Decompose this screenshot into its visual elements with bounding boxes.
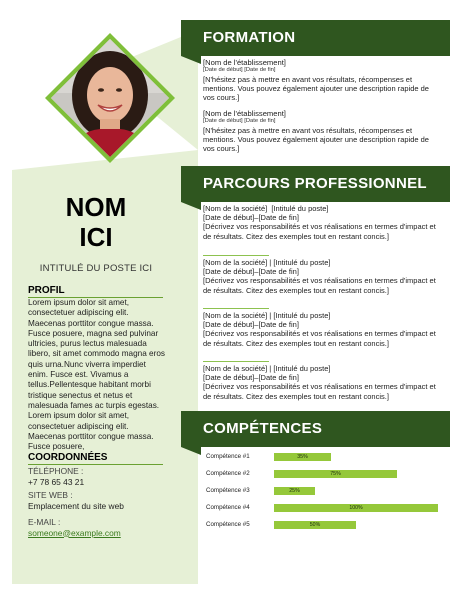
school-name: [Nom de l'établissement] — [203, 109, 286, 118]
name-line-1: NOM — [65, 192, 127, 222]
email-link[interactable]: someone@example.com — [28, 527, 121, 538]
skill-track — [274, 453, 462, 461]
job-dates: [Date de début]–[Date de fin] — [203, 373, 299, 383]
job-entry-3 — [203, 311, 438, 348]
name-line-2: ICI — [79, 222, 113, 252]
job-description: [Décrivez vos responsabilités et vos réalisations en termes d'impact et de résultats. Citez des exemples tout en restant concis.] — [203, 329, 436, 348]
website-block — [28, 490, 168, 511]
profile-photo — [45, 33, 175, 163]
phone-block — [28, 466, 168, 487]
parcours-banner — [181, 166, 450, 202]
profile-text: Lorem ipsum dolor sit amet, consectetuer adipiscing elit. Maecenas porttitor congue massa. Fusce posuere, magna sed pulvinar ultricies, purus lectus malesuada libero, sit amet commodo magna eros quis urna.Nunc viverra imperdiet enim. Fusce est. Vivamus a tellus.Pellentesque habitant morbi tristique senectus et netus et malesuada fames ac turpis egestas. Lorem ipsum dolor sit amet, consectetuer adipiscing elit. Maecenas porttitor congue massa. Fusce posuere, — [28, 298, 165, 452]
formation-banner — [181, 20, 450, 56]
candidate-name — [12, 192, 180, 252]
company-name: [Nom de la société] — [203, 204, 268, 213]
competences-fold — [181, 447, 201, 455]
email-block — [28, 517, 168, 538]
formation-fold — [181, 56, 201, 64]
competences-heading: COMPÉTENCES — [203, 420, 323, 437]
company-name: [Nom de la société] — [203, 258, 268, 267]
job-description: [Décrivez vos responsabilités et vos réalisations en termes d'impact et de résultats. Citez des exemples tout en restant concis.] — [203, 382, 436, 401]
skill-track — [274, 521, 462, 529]
competences-banner — [181, 411, 450, 447]
job-dates: [Date de début]–[Date de fin] — [203, 320, 299, 330]
phone-value: +7 78 65 43 21 — [28, 476, 85, 487]
parcours-fold — [181, 202, 201, 210]
phone-label: TÉLÉPHONE : — [28, 466, 84, 476]
job-entry-4 — [203, 364, 438, 401]
job-entry-1 — [203, 204, 438, 241]
job-dates: [Date de début]–[Date de fin] — [203, 213, 299, 223]
job-description: [Décrivez vos responsabilités et vos réalisations en termes d'impact et de résultats. Citez des exemples tout en restant concis.] — [203, 276, 436, 295]
formation-entry-2 — [203, 109, 438, 153]
skill-percent: 50% — [309, 522, 321, 528]
formation-heading: FORMATION — [203, 29, 296, 46]
parcours-heading: PARCOURS PROFESSIONNEL — [203, 175, 427, 192]
company-name: [Nom de la société] — [203, 364, 268, 373]
job-title: INTITULÉ DU POSTE ICI — [39, 263, 153, 274]
job-position: [Intitulé du poste] — [271, 204, 329, 213]
entry-divider — [203, 308, 269, 309]
entry-divider — [203, 255, 269, 256]
email-label: E-MAIL : — [28, 517, 61, 527]
school-description: [N'hésitez pas à mettre en avant vos résultats, récompenses et mentions. Vous pouvez également ajouter une description rapide de vos cours.] — [203, 125, 429, 154]
skill-percent: 25% — [289, 488, 300, 494]
school-description: [N'hésitez pas à mettre en avant vos résultats, récompenses et mentions. Vous pouvez également ajouter une description rapide de vos cours.] — [203, 74, 429, 103]
contact-rule — [28, 464, 163, 465]
profile-heading: PROFIL — [28, 285, 65, 296]
job-position: | [Intitulé du poste] — [269, 364, 331, 373]
company-name: [Nom de la société] — [203, 311, 268, 320]
skill-label: Compétence #1 — [206, 453, 250, 460]
skill-label: Compétence #4 — [206, 504, 250, 511]
school-dates: [Date de début] [Date de fin] — [203, 67, 276, 74]
formation-entry-1 — [203, 58, 438, 102]
skill-label: Compétence #2 — [206, 470, 250, 477]
job-description: [Décrivez vos responsabilités et vos réalisations en termes d'impact et de résultats. Citez des exemples tout en restant concis.] — [203, 222, 436, 241]
job-position: | [Intitulé du poste] — [269, 311, 331, 320]
skill-label: Compétence #3 — [206, 487, 250, 494]
website-value: Emplacement du site web — [28, 500, 124, 511]
contact-heading: COORDONNÉES — [28, 452, 108, 463]
skill-track — [274, 504, 462, 512]
job-dates: [Date de début]–[Date de fin] — [203, 267, 299, 277]
skill-track — [274, 487, 462, 495]
skill-track — [274, 470, 462, 478]
skill-percent: 100% — [349, 505, 363, 511]
skill-percent: 35% — [297, 454, 308, 460]
entry-divider — [203, 361, 269, 362]
skill-label: Compétence #5 — [206, 521, 250, 528]
school-dates: [Date de début] [Date de fin] — [203, 118, 276, 125]
website-label: SITE WEB : — [28, 490, 73, 500]
school-name: [Nom de l'établissement] — [203, 58, 286, 67]
job-entry-2 — [203, 258, 438, 295]
job-position: | [Intitulé du poste] — [269, 258, 331, 267]
skill-percent: 75% — [330, 471, 341, 477]
